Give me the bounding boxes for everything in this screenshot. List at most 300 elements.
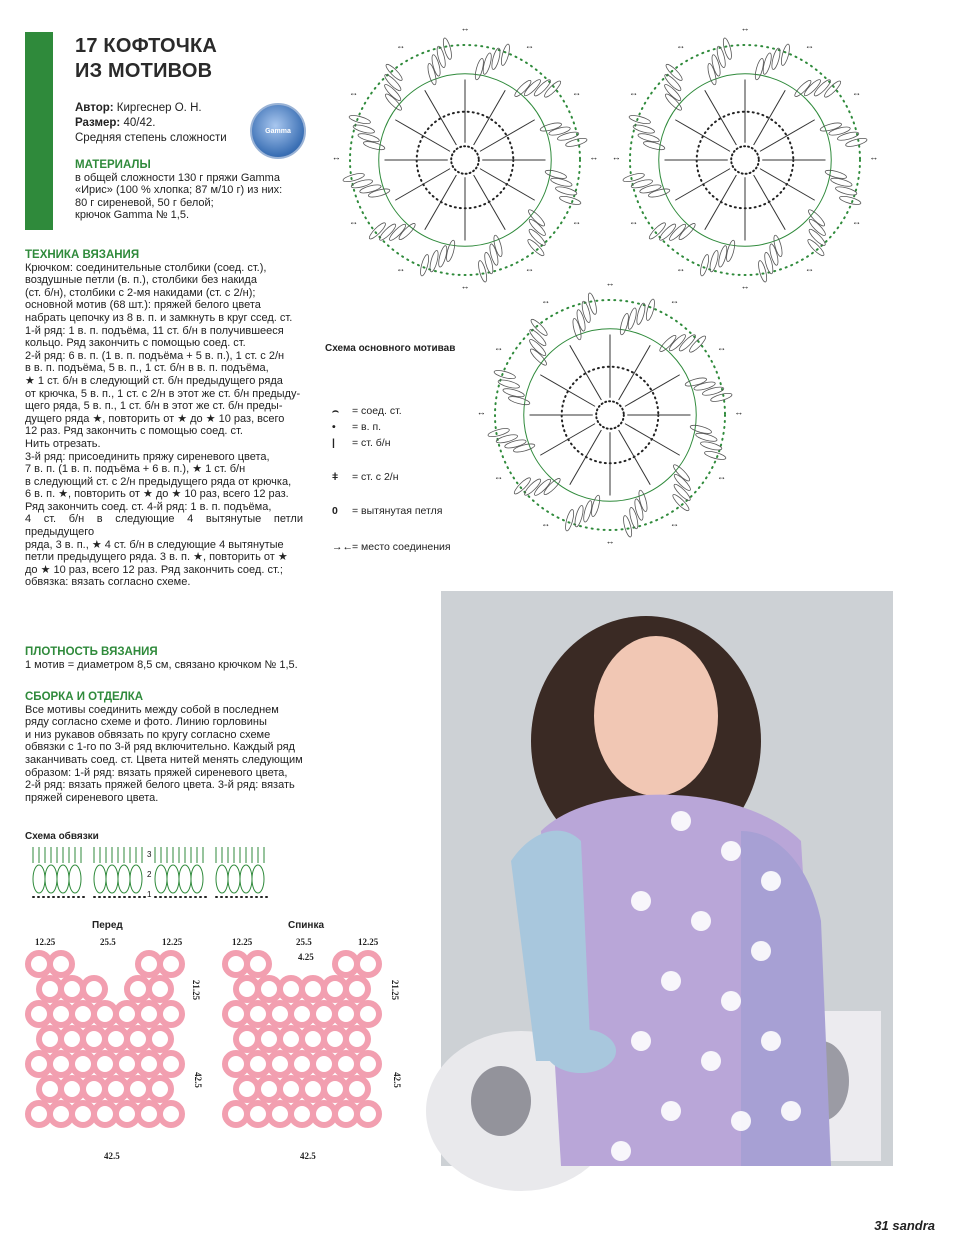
join-arrow: ↔: [541, 295, 551, 306]
technique-line: основной мотив (68 шт.): пряжей белого цвета: [25, 299, 261, 312]
assembly-line: пряжей сиреневого цвета.: [25, 791, 159, 804]
motif-loop: [564, 509, 575, 532]
technique-heading: ТЕХНИКА ВЯЗАНИЯ: [25, 249, 140, 261]
edging-loop: [45, 865, 57, 893]
motif-circle: [72, 1003, 94, 1025]
motif: [612, 23, 879, 291]
motif-circle: [269, 1103, 291, 1125]
edging-loop: [167, 865, 179, 893]
front-dim-top-right: 12.25: [162, 937, 183, 947]
motif-center: [596, 401, 624, 429]
motif-spoke: [760, 169, 815, 201]
motif-loop: [573, 505, 584, 528]
motif-spoke: [675, 169, 730, 201]
motif-circle: [61, 1078, 83, 1100]
motif-spoke: [625, 375, 680, 407]
technique-line: в следующий ст. с 2/н предыдущего ряда от крючка,: [25, 475, 292, 488]
join-arrow: ↔: [348, 87, 358, 98]
front-diagram: [25, 950, 190, 1150]
motif-loop: [700, 440, 723, 451]
motif-scheme-title: Схема основного мотивав: [325, 343, 456, 354]
motif-spoke: [425, 175, 457, 230]
motif-loop: [580, 301, 591, 324]
motif-spoke: [705, 90, 737, 145]
motif-loop: [715, 46, 726, 69]
motif-circle: [28, 1003, 50, 1025]
photo-motif-flower: [701, 1051, 721, 1071]
motif-circle: [313, 1003, 335, 1025]
motif-loop: [835, 185, 858, 196]
legend-item: [332, 505, 451, 541]
motif-circle: [302, 1028, 324, 1050]
motif-circle: [39, 1028, 61, 1050]
legend-item: [332, 437, 451, 471]
front-dim-side-top: 21.25: [191, 979, 202, 1001]
motif-circle: [225, 1103, 247, 1125]
motif-circle: [258, 1078, 280, 1100]
motif-spoke: [474, 90, 506, 145]
technique-line: петли предыдущего ряда. 3 в. п. ★, повторить от ★: [25, 551, 288, 564]
motif-center: [731, 146, 759, 174]
technique-line: щего ряда, 5 в. п., 1 ст. б/н в этот же ст. б/н преды-: [25, 400, 283, 413]
legend-symbol: 0: [332, 505, 338, 517]
motif-circle: [149, 978, 171, 1000]
motif-spoke: [480, 169, 535, 201]
motif-spoke: [570, 345, 602, 400]
motif-circle: [72, 1053, 94, 1075]
edging-loop: [252, 865, 264, 893]
motif-loop: [622, 515, 633, 538]
motif-loop: [780, 43, 791, 66]
motif-circle: [116, 1003, 138, 1025]
motif-circle: [149, 1028, 171, 1050]
motif-circle: [346, 1078, 368, 1100]
technique-line: от крючка, 5 в. п., 1 ст. с 2/н в этот же ст. б/н предыду-: [25, 387, 301, 400]
legend-symbol: →←: [332, 541, 353, 553]
join-arrow: ↔: [605, 535, 615, 546]
front-dim-side-bottom: 42.5: [192, 1072, 203, 1088]
page-title: 17 КОФТОЧКА ИЗ МОТИВОВ: [75, 35, 218, 82]
motif-circle: [28, 1053, 50, 1075]
back-dim-top-right: 12.25: [358, 937, 379, 947]
motif-circle: [357, 1053, 379, 1075]
edging-loop: [179, 865, 191, 893]
edging-row-number: 1: [147, 890, 152, 899]
motif-circle: [280, 1028, 302, 1050]
join-arrow: ↔: [852, 216, 862, 227]
motif-circle: [160, 1103, 182, 1125]
motif-circle: [324, 978, 346, 1000]
motif-circle: [236, 1078, 258, 1100]
technique-line: Крючком: соединительные столбики (соед. ст.),: [25, 261, 267, 274]
legend-text: = место соединения: [352, 541, 451, 553]
join-arrow: ↔: [493, 342, 503, 353]
motif-circle: [94, 1103, 116, 1125]
motif-circle: [335, 953, 357, 975]
front-dim-top-mid: 25.5: [100, 937, 116, 947]
motif-spoke: [540, 375, 595, 407]
motif-circle: [225, 1003, 247, 1025]
title-accent-bar: [25, 32, 53, 230]
motif-loop: [837, 130, 860, 141]
motif-circle: [50, 953, 72, 975]
motif-circle: [105, 1028, 127, 1050]
join-arrow: ↔: [611, 152, 621, 162]
motif-loop: [645, 298, 656, 321]
motif-loop: [490, 47, 501, 70]
technique-line: до ★ 10 раз, всего 12 раз. Ряд закончить соед. ст.;: [25, 563, 283, 576]
join-arrow: ↔: [676, 40, 686, 51]
motif-spoke: [705, 175, 737, 230]
technique-line: в в. п. подъёма, 5 в. п., 1 ст. б/н в в. п. подъёма,: [25, 362, 269, 375]
motif-circle: [28, 1103, 50, 1125]
motif-circle: [127, 1028, 149, 1050]
motif-spoke: [619, 430, 651, 485]
motif-spoke: [625, 424, 680, 456]
join-arrow: ↔: [396, 263, 406, 274]
motif-circle: [39, 1078, 61, 1100]
legend-text: = в. п.: [352, 421, 382, 433]
technique-line: кольцо. Ряд закончить с помощью соед. ст.: [25, 337, 246, 350]
motif-circle: [302, 978, 324, 1000]
edging-loop: [33, 865, 45, 893]
assembly-line: обвязки с 1-го по 3-й ряд включительно. Каждый ряд: [25, 741, 295, 754]
motif-loop: [559, 195, 582, 206]
join-arrow: ↔: [869, 152, 879, 162]
motif-circle: [324, 1028, 346, 1050]
assembly-line: образом: 1-й ряд: вязать пряжей сиреневого цвета,: [25, 766, 288, 779]
technique-line: дущего ряда ★, повторить от ★ до ★ 10 раз, всего: [25, 412, 285, 425]
technique-line: Ряд закончить соед. ст. 4-й ряд: 1 в. п. подъёма,: [25, 500, 272, 513]
motif-circle: [335, 1003, 357, 1025]
join-arrow: ↔: [572, 216, 582, 227]
edging-loop: [240, 865, 252, 893]
motif-circle: [39, 978, 61, 1000]
edging-loop: [130, 865, 142, 893]
motif-circle: [160, 953, 182, 975]
motif-circle: [138, 953, 160, 975]
legend-text: = ст. с 2/н: [352, 471, 399, 483]
motif-loop: [628, 507, 639, 530]
motif-circle: [138, 1053, 160, 1075]
motif-loop: [497, 378, 520, 389]
motif-circle: [105, 1078, 127, 1100]
join-arrow: ↔: [460, 23, 470, 34]
back-label: Спинка: [288, 920, 325, 931]
motif-circle: [61, 978, 83, 1000]
motif-loop: [708, 250, 719, 273]
edging-loop: [57, 865, 69, 893]
motif-circle: [94, 1003, 116, 1025]
motif-circle: [127, 978, 149, 1000]
technique-line: 3-й ряд: присоединить пряжу сиреневого цвета,: [25, 450, 270, 463]
join-arrow: ↔: [852, 87, 862, 98]
motif-loop: [702, 385, 725, 396]
photo-motif-flower: [761, 1031, 781, 1051]
back-dim-side-bottom: 42.5: [391, 1072, 402, 1088]
motif-circle: [83, 978, 105, 1000]
motif-circle: [160, 1003, 182, 1025]
back-dim-side-top: 21.25: [390, 979, 401, 1001]
technique-line: Нить отрезать.: [25, 437, 101, 450]
motif-loop: [419, 254, 430, 277]
motif-circle: [236, 978, 258, 1000]
legend-item: [332, 421, 451, 437]
motif-loop: [493, 369, 516, 380]
motif-loop: [348, 114, 371, 125]
motif-circle: [61, 1028, 83, 1050]
motif-spoke: [760, 120, 815, 152]
join-arrow: ↔: [493, 471, 503, 482]
assembly-line: 2-й ряд: вязать пряжей белого цвета. 3-й ряд: вязать: [25, 779, 295, 792]
motif-circle: [28, 953, 50, 975]
motif-circle: [236, 1028, 258, 1050]
join-arrow: ↔: [734, 407, 744, 417]
motif-spoke: [425, 90, 457, 145]
motif-loop: [770, 47, 781, 70]
join-arrow: ↔: [572, 87, 582, 98]
photo-motif-flower: [611, 1141, 631, 1161]
legend-symbol: ⌢: [332, 405, 339, 417]
motif-circle: [247, 1003, 269, 1025]
technique-line: набрать цепочку из 8 в. п. и замкнуть в круг ссед. ст.: [25, 311, 293, 324]
motif-circle: [291, 1103, 313, 1125]
motif-loop: [699, 254, 710, 277]
motif-loop: [628, 114, 651, 125]
motif-circle: [247, 1053, 269, 1075]
join-arrow: ↔: [628, 216, 638, 227]
assembly-section: СБОРКА И ОТДЕЛКА Все мотивы соединить между собой в последнем ряду согласно схеме и фото. Линию горловины и низ рукавов обвязать по кругу согласно схеме обвязки с 1-го по 3-й ряд включительно. Каждый ряд заканчивать соед. ст. Цвета нитей менять следующим образом: 1-й ряд: вязать пряжей сиреневого цвета, 2-й ряд: вязать пряжей белого цвета. 3-й ряд: вязать пряжей сиреневого цвета.: [25, 691, 303, 804]
motif-spoke: [754, 175, 786, 230]
motif-loop: [704, 450, 727, 461]
motif-loop: [557, 130, 580, 141]
technique-line: ряда, 3 в. п., ★ 4 ст. б/н в следующие 4 вытянутые: [25, 538, 284, 551]
motif-circle: [302, 1078, 324, 1100]
photo-motif-flower: [661, 971, 681, 991]
motif-spoke: [619, 345, 651, 400]
motif-circle: [83, 1078, 105, 1100]
edging-loop: [106, 865, 118, 893]
join-arrow: ↔: [460, 280, 470, 291]
motif-circle: [346, 1028, 368, 1050]
join-arrow: ↔: [331, 152, 341, 162]
photo-illustration: [441, 591, 893, 1166]
motif-loop: [845, 137, 868, 148]
motif-circle: [258, 978, 280, 1000]
photo-motif-flower: [721, 991, 741, 1011]
motif-loop: [632, 123, 655, 134]
front-dim-bottom: 42.5: [104, 1151, 120, 1161]
motif-circle: [116, 1103, 138, 1125]
motif-circle: [357, 1003, 379, 1025]
gamma-logo: Gamma: [250, 103, 306, 159]
back-dim-top-mid: 25.5: [296, 937, 312, 947]
motif-loop: [351, 178, 374, 189]
photo-motif-flower: [661, 1101, 681, 1121]
model-photo: [441, 591, 893, 1166]
motif-loop: [631, 178, 654, 189]
motif-circle: [72, 1103, 94, 1125]
motif-circle: [83, 1028, 105, 1050]
legend-text: = вытянутая петля: [352, 505, 443, 517]
motif-legend: [332, 405, 451, 577]
legend-symbol: •: [332, 421, 336, 433]
assembly-line: и низ рукавов обвязать по кругу согласно схеме: [25, 728, 271, 741]
edging-loop: [155, 865, 167, 893]
legend-symbol: |: [332, 437, 335, 449]
join-arrow: ↔: [717, 342, 727, 353]
legend-item: [332, 471, 451, 505]
motif-circle: [116, 1053, 138, 1075]
photo-motif-flower: [671, 811, 691, 831]
motif-loop: [477, 260, 488, 283]
motif-center: [451, 146, 479, 174]
motif-circle: [269, 1003, 291, 1025]
technique-line: 4 ст. б/н в следующие 4 вытянутые петли предыдущего: [25, 513, 303, 539]
edging-loop: [216, 865, 228, 893]
edging-loop: [191, 865, 203, 893]
join-arrow: ↔: [717, 471, 727, 482]
motif-loop: [442, 37, 453, 60]
pattern-meta: Автор: Киргеснер О. Н. Размер: 40/42. Средняя степень сложности: [75, 102, 227, 144]
join-arrow: ↔: [740, 23, 750, 34]
motif-loop: [435, 46, 446, 69]
motif-loop: [635, 302, 646, 325]
motif: [477, 278, 744, 546]
motif-circle: [50, 1053, 72, 1075]
photo-motif-flower: [731, 1111, 751, 1131]
materials-heading: МАТЕРИАЛЫ: [75, 159, 151, 171]
back-dim-bottom: 42.5: [300, 1151, 316, 1161]
edging-loop: [69, 865, 81, 893]
motif-circle: [291, 1003, 313, 1025]
edging-title: Схема обвязки: [25, 831, 99, 842]
motif-loop: [763, 252, 774, 275]
motif-circle: [335, 1053, 357, 1075]
technique-line: 2-й ряд: 6 в. п. (1 в. п. подъёма + 5 в. п.), 1 ст. с 2/н: [25, 349, 285, 362]
join-arrow: ↔: [541, 518, 551, 529]
motif-spoke: [675, 120, 730, 152]
join-arrow: ↔: [589, 152, 599, 162]
motif-spoke: [480, 120, 535, 152]
join-arrow: ↔: [524, 263, 534, 274]
front-dim-top-left: 12.25: [35, 937, 56, 947]
technique-line: 1-й ряд: 1 в. п. подъёма, 11 ст. б/н в получившееся: [25, 324, 284, 337]
legend-item: [332, 541, 451, 577]
motif-loop: [352, 123, 375, 134]
motif-circle: [291, 1053, 313, 1075]
assembly-line: заканчивать соед. ст. Цвета нитей менять следующим: [25, 753, 303, 766]
motif-circle: [346, 978, 368, 1000]
join-arrow: ↔: [628, 87, 638, 98]
legend-item: [332, 405, 451, 421]
technique-line: (ст. б/н), столбики с 2-мя накидами (ст. с 2/н);: [25, 286, 256, 299]
motif-loop: [710, 392, 733, 403]
motif-circle: [127, 1078, 149, 1100]
join-arrow: ↔: [676, 263, 686, 274]
motif-loop: [622, 172, 645, 183]
assembly-line: Все мотивы соединить между собой в последнем: [25, 703, 279, 716]
photo-motif-flower: [631, 1031, 651, 1051]
legend-symbol: ǂ: [332, 471, 339, 483]
technique-line: обвязка: вязать согласно схеме.: [25, 576, 191, 589]
motif-circle: [138, 1003, 160, 1025]
motif-circle: [225, 953, 247, 975]
motif-spoke: [474, 175, 506, 230]
photo-motif-flower: [631, 891, 651, 911]
motif-loop: [500, 43, 511, 66]
motif-loop: [483, 252, 494, 275]
motif-spoke: [540, 424, 595, 456]
motif-loop: [565, 137, 588, 148]
edging-loop: [94, 865, 106, 893]
photo-motif-flower: [781, 1101, 801, 1121]
materials-section: МАТЕРИАЛЫ в общей сложности 130 г пряжи Gamma «Ирис» (100 % хлопка; 87 м/10 г) из них: 80 г сиреневой, 50 г белой; крючок Gamma № 1,5.: [75, 159, 305, 222]
technique-line: воздушные петли (в. п.), столбики без накида: [25, 274, 257, 287]
motif-circle: [225, 1053, 247, 1075]
motif-circle: [94, 1053, 116, 1075]
edging-loop: [228, 865, 240, 893]
join-arrow: ↔: [669, 295, 679, 306]
motif-loop: [496, 433, 519, 444]
edging-row-number: 3: [147, 850, 152, 859]
motif-loop: [342, 172, 365, 183]
motif-circle: [149, 1078, 171, 1100]
motif-loop: [428, 250, 439, 273]
motif-circle: [357, 953, 379, 975]
motif-circle: [138, 1103, 160, 1125]
motif-circle: [280, 978, 302, 1000]
motif-loop: [757, 260, 768, 283]
motif-circle: [335, 1103, 357, 1125]
technique-line: ★ 1 ст. б/н в следующий ст. б/н предыдущего ряда: [25, 374, 283, 387]
photo-motif-flower: [761, 871, 781, 891]
motif-circle: [247, 1103, 269, 1125]
join-arrow: ↔: [605, 278, 615, 289]
motif-circle: [160, 1053, 182, 1075]
photo-motif-flower: [751, 941, 771, 961]
motif-spoke: [395, 120, 450, 152]
photo-motif-flower: [691, 911, 711, 931]
join-arrow: ↔: [669, 518, 679, 529]
technique-line: 12 раз. Ряд закончить с помощью соед. ст.: [25, 425, 243, 438]
motif-circle: [324, 1078, 346, 1100]
edging-diagram: [25, 845, 285, 910]
motif-spoke: [570, 430, 602, 485]
motif-loop: [587, 292, 598, 315]
motif-circle: [313, 1103, 335, 1125]
back-dim-top-left: 12.25: [232, 937, 253, 947]
motif-circle: [357, 1103, 379, 1125]
motif-circle: [50, 1103, 72, 1125]
motif-circle: [313, 1053, 335, 1075]
back-diagram: [222, 950, 387, 1150]
join-arrow: ↔: [740, 280, 750, 291]
legend-text: = ст. б/н: [352, 437, 391, 449]
motif-circle: [258, 1028, 280, 1050]
motif-circle: [280, 1078, 302, 1100]
technique-line: 7 в. п. (1 в. п. подъёма + 6 в. п.), ★ 1 ст. б/н: [25, 463, 246, 476]
motif-spoke: [754, 90, 786, 145]
motif-circle: [269, 1053, 291, 1075]
motif-loop: [839, 195, 862, 206]
join-arrow: ↔: [804, 263, 814, 274]
assembly-line: ряду согласно схеме и фото. Линию горловины: [25, 716, 267, 729]
join-arrow: ↔: [804, 40, 814, 51]
join-arrow: ↔: [524, 40, 534, 51]
legend-text: = соед. ст.: [352, 405, 402, 417]
join-arrow: ↔: [476, 407, 486, 417]
